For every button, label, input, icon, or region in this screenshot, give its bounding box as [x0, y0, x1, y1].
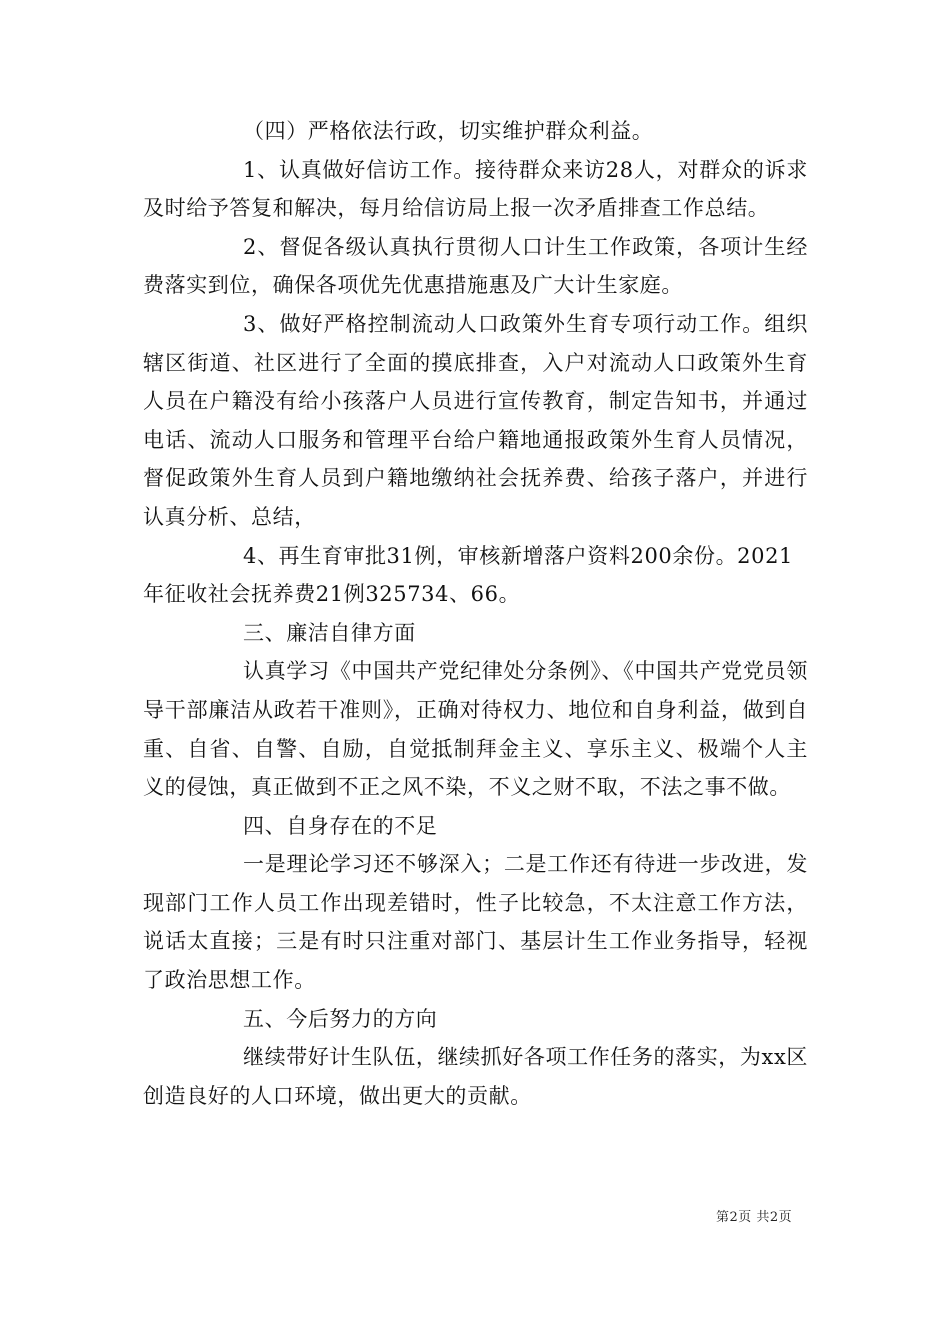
document-body	[143, 112, 808, 1115]
paragraph-integrity: 认真学习《中国共产党纪律处分条例》、《中国共产党党员领导干部廉洁从政若干准则》，正确对待权力、地位和自身利益，做到自重、自省、自警、自励，自觉抵制拜金主义、享乐主义、极端个人主义的侵蚀，真正做到不正之风不染，不义之财不取，不法之事不做。	[143, 659, 808, 800]
paragraph-item-4: 4、再生育审批31例，审核新增落户资料200余份。2021年征收社会抚养费21例325734、66。	[143, 543, 794, 607]
heading-future-direction: 五、今后努力的方向	[243, 1006, 438, 1031]
paragraph-item-1: 1、认真做好信访工作。接待群众来访28人，对群众的诉求及时给予答复和解决，每月给信访局上报一次矛盾排查工作总结。	[143, 157, 808, 221]
heading-shortcomings: 四、自身存在的不足	[243, 813, 438, 838]
paragraph-shortcomings: 一是理论学习还不够深入；二是工作还有待进一步改进，发现部门工作人员工作出现差错时，性子比较急，不太注意工作方法，说话太直接；三是有时只注重对部门、基层计生工作业务指导，轻视了政治思想工作。	[143, 852, 808, 993]
paragraph-item-2: 2、督促各级认真执行贯彻人口计生工作政策，各项计生经费落实到位，确保各项优先优惠措施惠及广大计生家庭。	[143, 234, 808, 298]
paragraph-section-4-heading: （四）严格依法行政，切实维护群众利益。	[243, 119, 654, 143]
paragraph-item-3: 3、做好严格控制流动人口政策外生育专项行动工作。组织辖区街道、社区进行了全面的摸底排查，入户对流动人口政策外生育人员在户籍没有给小孩落户人员进行宣传教育，制定告知书，并通过电话、流动人口服务和管理平台给户籍地通报政策外生育人员情况，督促政策外生育人员到户籍地缴纳社会抚养费、给孩子落户，并进行认真分析、总结，	[143, 311, 808, 529]
page-footer: 第2页 共2页	[716, 1210, 793, 1225]
paragraph-future-direction: 继续带好计生队伍，继续抓好各项工作任务的落实，为xx区创造良好的人口环境，做出更大的贡献。	[143, 1045, 808, 1108]
heading-integrity: 三、廉洁自律方面	[243, 620, 416, 645]
